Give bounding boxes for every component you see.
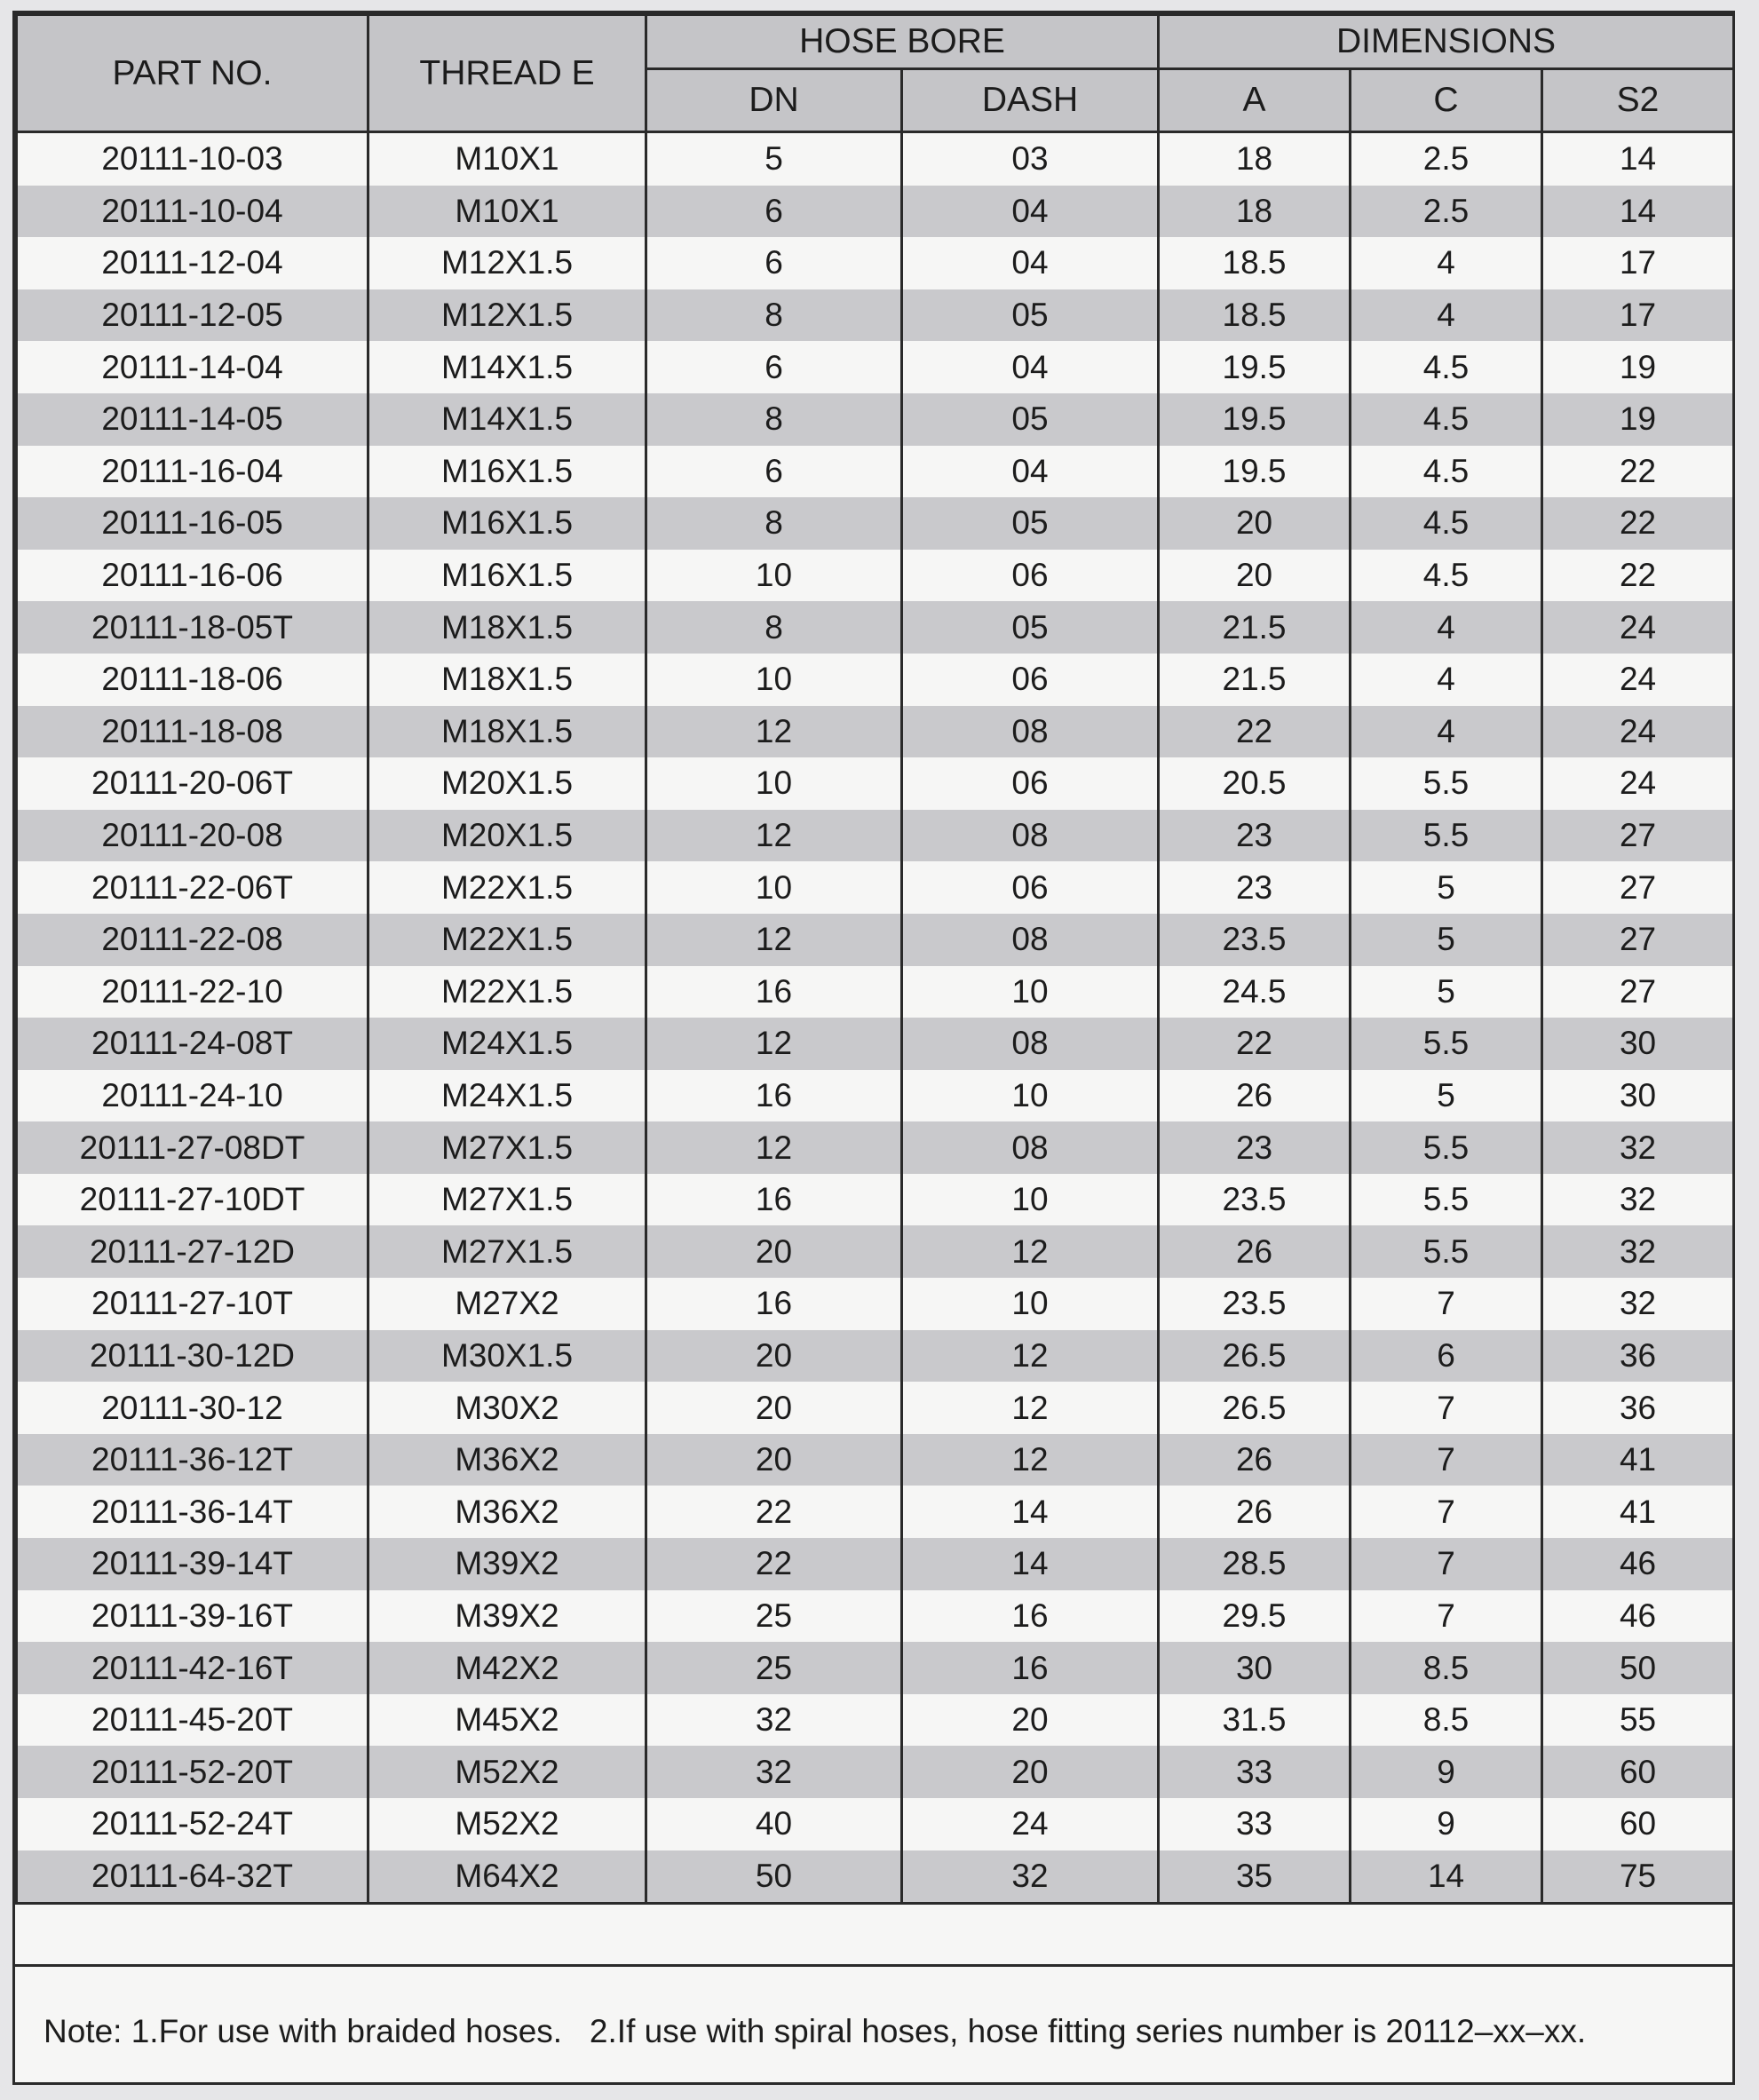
dn-cell: 20 [646,1225,902,1278]
dn-cell: 25 [646,1590,902,1643]
table-row [17,446,1734,498]
thread-cell: M27X1.5 [368,1225,646,1278]
dash-cell: 06 [902,861,1159,914]
dn-cell: 6 [646,341,902,393]
dn-cell: 40 [646,1798,902,1850]
table-row [17,1538,1734,1590]
table-row [17,861,1734,914]
c-cell: 8.5 [1351,1694,1542,1747]
a-cell: 30 [1159,1642,1351,1694]
s2-cell: 46 [1542,1538,1734,1590]
dn-cell: 8 [646,601,902,654]
thread-cell: M39X2 [368,1538,646,1590]
part-no-cell: 20111-52-24T [17,1798,368,1850]
a-cell: 20 [1159,497,1351,550]
dash-cell: 05 [902,289,1159,342]
a-cell: 22 [1159,706,1351,758]
c-cell: 7 [1351,1434,1542,1486]
c-cell: 5.5 [1351,810,1542,862]
header-c: C [1351,69,1542,132]
dn-cell: 32 [646,1694,902,1747]
a-cell: 33 [1159,1746,1351,1798]
dn-cell: 16 [646,1070,902,1122]
c-cell: 6 [1351,1330,1542,1383]
part-no-cell: 20111-20-08 [17,810,368,862]
thread-cell: M14X1.5 [368,341,646,393]
c-cell: 5 [1351,914,1542,966]
s2-cell: 14 [1542,186,1734,238]
s2-cell: 46 [1542,1590,1734,1643]
thread-cell: M20X1.5 [368,810,646,862]
dn-cell: 22 [646,1538,902,1590]
part-no-cell: 20111-22-06T [17,861,368,914]
c-cell: 4.5 [1351,550,1542,602]
dash-cell: 24 [902,1798,1159,1850]
c-cell: 5 [1351,1070,1542,1122]
part-no-cell: 20111-24-08T [17,1018,368,1070]
dash-cell: 03 [902,132,1159,186]
table-row [17,914,1734,966]
header-hose-bore: HOSE BORE [646,15,1159,69]
dash-cell: 12 [902,1434,1159,1486]
a-cell: 24.5 [1159,966,1351,1018]
thread-cell: M16X1.5 [368,550,646,602]
part-no-cell: 20111-22-10 [17,966,368,1018]
thread-cell: M27X2 [368,1278,646,1330]
part-no-cell: 20111-10-03 [17,132,368,186]
dn-cell: 50 [646,1850,902,1904]
part-no-cell: 20111-20-06T [17,757,368,810]
part-no-cell: 20111-30-12 [17,1382,368,1434]
thread-cell: M27X1.5 [368,1121,646,1174]
a-cell: 28.5 [1159,1538,1351,1590]
table-row [17,1694,1734,1747]
dash-cell: 08 [902,1121,1159,1174]
table-row [17,1798,1734,1850]
dn-cell: 12 [646,1121,902,1174]
s2-cell: 27 [1542,914,1734,966]
dn-cell: 6 [646,186,902,238]
header-dimensions: DIMENSIONS [1159,15,1734,69]
c-cell: 5.5 [1351,1121,1542,1174]
thread-cell: M16X1.5 [368,497,646,550]
c-cell: 7 [1351,1538,1542,1590]
dn-cell: 8 [646,497,902,550]
table-body [17,132,1734,1904]
c-cell: 7 [1351,1278,1542,1330]
s2-cell: 17 [1542,237,1734,289]
s2-cell: 24 [1542,654,1734,706]
a-cell: 20 [1159,550,1351,602]
s2-cell: 27 [1542,966,1734,1018]
dash-cell: 06 [902,550,1159,602]
dn-cell: 20 [646,1382,902,1434]
a-cell: 29.5 [1159,1590,1351,1643]
dash-cell: 16 [902,1642,1159,1694]
a-cell: 23 [1159,810,1351,862]
dash-cell: 04 [902,341,1159,393]
dash-cell: 12 [902,1225,1159,1278]
thread-cell: M24X1.5 [368,1070,646,1122]
dn-cell: 25 [646,1642,902,1694]
dash-cell: 14 [902,1486,1159,1538]
thread-cell: M36X2 [368,1434,646,1486]
fitting-spec-table [15,13,1735,1905]
a-cell: 26 [1159,1434,1351,1486]
s2-cell: 17 [1542,289,1734,342]
dash-cell: 05 [902,601,1159,654]
table-row [17,1225,1734,1278]
s2-cell: 22 [1542,550,1734,602]
part-no-cell: 20111-16-05 [17,497,368,550]
dn-cell: 32 [646,1746,902,1798]
dn-cell: 20 [646,1434,902,1486]
dash-cell: 08 [902,706,1159,758]
footnote: Note: 1.For use with braided hoses. 2.If use with spiral hoses, hose fitting series number is 20112–xx–xx. [44,2013,1587,2049]
c-cell: 2.5 [1351,186,1542,238]
c-cell: 14 [1351,1850,1542,1904]
a-cell: 18 [1159,132,1351,186]
c-cell: 4.5 [1351,341,1542,393]
c-cell: 5 [1351,861,1542,914]
table-row [17,289,1734,342]
a-cell: 19.5 [1159,446,1351,498]
c-cell: 4 [1351,289,1542,342]
thread-cell: M20X1.5 [368,757,646,810]
c-cell: 7 [1351,1382,1542,1434]
a-cell: 20.5 [1159,757,1351,810]
spec-sheet [12,11,1735,2085]
header-thread: THREAD E [368,15,646,132]
dash-cell: 04 [902,186,1159,238]
table-row [17,966,1734,1018]
c-cell: 4 [1351,601,1542,654]
a-cell: 26 [1159,1225,1351,1278]
thread-cell: M24X1.5 [368,1018,646,1070]
part-no-cell: 20111-36-14T [17,1486,368,1538]
s2-cell: 75 [1542,1850,1734,1904]
c-cell: 4.5 [1351,497,1542,550]
part-no-cell: 20111-27-10T [17,1278,368,1330]
thread-cell: M12X1.5 [368,289,646,342]
dn-cell: 16 [646,1278,902,1330]
c-cell: 4.5 [1351,446,1542,498]
dash-cell: 06 [902,757,1159,810]
dn-cell: 12 [646,1018,902,1070]
thread-cell: M64X2 [368,1850,646,1904]
table-row [17,1278,1734,1330]
a-cell: 21.5 [1159,601,1351,654]
dn-cell: 10 [646,757,902,810]
dn-cell: 8 [646,289,902,342]
part-no-cell: 20111-24-10 [17,1070,368,1122]
table-row [17,1746,1734,1798]
part-no-cell: 20111-27-10DT [17,1174,368,1226]
part-no-cell: 20111-27-08DT [17,1121,368,1174]
a-cell: 31.5 [1159,1694,1351,1747]
dn-cell: 6 [646,237,902,289]
table-row [17,654,1734,706]
thread-cell: M22X1.5 [368,861,646,914]
header-dash: DASH [902,69,1159,132]
table-row [17,757,1734,810]
thread-cell: M36X2 [368,1486,646,1538]
table-row [17,1486,1734,1538]
thread-cell: M30X2 [368,1382,646,1434]
s2-cell: 41 [1542,1434,1734,1486]
part-no-cell: 20111-64-32T [17,1850,368,1904]
part-no-cell: 20111-14-05 [17,393,368,446]
a-cell: 18.5 [1159,237,1351,289]
c-cell: 5 [1351,966,1542,1018]
table-row [17,1590,1734,1643]
c-cell: 4.5 [1351,393,1542,446]
thread-cell: M52X2 [368,1798,646,1850]
s2-cell: 32 [1542,1278,1734,1330]
c-cell: 9 [1351,1746,1542,1798]
c-cell: 5.5 [1351,1225,1542,1278]
table-row [17,601,1734,654]
dash-cell: 04 [902,446,1159,498]
part-no-cell: 20111-52-20T [17,1746,368,1798]
c-cell: 4 [1351,237,1542,289]
s2-cell: 14 [1542,132,1734,186]
dn-cell: 16 [646,966,902,1018]
dn-cell: 8 [646,393,902,446]
thread-cell: M52X2 [368,1746,646,1798]
thread-cell: M30X1.5 [368,1330,646,1383]
dash-cell: 05 [902,393,1159,446]
part-no-cell: 20111-39-14T [17,1538,368,1590]
s2-cell: 60 [1542,1746,1734,1798]
table-row [17,1121,1734,1174]
table-row [17,1174,1734,1226]
part-no-cell: 20111-16-06 [17,550,368,602]
dash-cell: 12 [902,1330,1159,1383]
dn-cell: 12 [646,706,902,758]
s2-cell: 19 [1542,393,1734,446]
dash-cell: 16 [902,1590,1159,1643]
dn-cell: 6 [646,446,902,498]
dash-cell: 10 [902,1070,1159,1122]
thread-cell: M39X2 [368,1590,646,1643]
s2-cell: 22 [1542,497,1734,550]
s2-cell: 27 [1542,861,1734,914]
thread-cell: M22X1.5 [368,914,646,966]
table-row [17,186,1734,238]
table-row [17,810,1734,862]
a-cell: 19.5 [1159,341,1351,393]
header-s2: S2 [1542,69,1734,132]
c-cell: 4 [1351,654,1542,706]
thread-cell: M22X1.5 [368,966,646,1018]
header-dn: DN [646,69,902,132]
part-no-cell: 20111-18-05T [17,601,368,654]
dn-cell: 10 [646,654,902,706]
table-row [17,341,1734,393]
s2-cell: 32 [1542,1121,1734,1174]
dash-cell: 20 [902,1746,1159,1798]
dash-cell: 12 [902,1382,1159,1434]
part-no-cell: 20111-18-06 [17,654,368,706]
header-a: A [1159,69,1351,132]
s2-cell: 30 [1542,1070,1734,1122]
table-row [17,706,1734,758]
c-cell: 5.5 [1351,1174,1542,1226]
c-cell: 9 [1351,1798,1542,1850]
dn-cell: 22 [646,1486,902,1538]
a-cell: 23.5 [1159,1174,1351,1226]
thread-cell: M10X1 [368,186,646,238]
part-no-cell: 20111-12-04 [17,237,368,289]
a-cell: 23.5 [1159,1278,1351,1330]
part-no-cell: 20111-45-20T [17,1694,368,1747]
dash-cell: 20 [902,1694,1159,1747]
table-row [17,1434,1734,1486]
table-row [17,132,1734,186]
part-no-cell: 20111-39-16T [17,1590,368,1643]
a-cell: 21.5 [1159,654,1351,706]
dn-cell: 10 [646,861,902,914]
s2-cell: 36 [1542,1330,1734,1383]
a-cell: 18.5 [1159,289,1351,342]
part-no-cell: 20111-27-12D [17,1225,368,1278]
thread-cell: M14X1.5 [368,393,646,446]
s2-cell: 22 [1542,446,1734,498]
thread-cell: M45X2 [368,1694,646,1747]
thread-cell: M42X2 [368,1642,646,1694]
s2-cell: 19 [1542,341,1734,393]
table-row [17,393,1734,446]
table-row [17,1330,1734,1383]
s2-cell: 60 [1542,1798,1734,1850]
s2-cell: 24 [1542,757,1734,810]
dash-cell: 32 [902,1850,1159,1904]
dash-cell: 10 [902,966,1159,1018]
c-cell: 5.5 [1351,1018,1542,1070]
table-row [17,1850,1734,1904]
thread-cell: M18X1.5 [368,601,646,654]
a-cell: 33 [1159,1798,1351,1850]
dash-cell: 08 [902,810,1159,862]
part-no-cell: 20111-42-16T [17,1642,368,1694]
s2-cell: 24 [1542,601,1734,654]
a-cell: 19.5 [1159,393,1351,446]
table-row [17,497,1734,550]
thread-cell: M16X1.5 [368,446,646,498]
thread-cell: M10X1 [368,132,646,186]
dn-cell: 16 [646,1174,902,1226]
table-row [17,1070,1734,1122]
part-no-cell: 20111-36-12T [17,1434,368,1486]
dash-cell: 06 [902,654,1159,706]
s2-cell: 50 [1542,1642,1734,1694]
dash-cell: 10 [902,1174,1159,1226]
part-no-cell: 20111-18-08 [17,706,368,758]
a-cell: 22 [1159,1018,1351,1070]
table-row [17,1018,1734,1070]
note-section [15,1964,1732,2082]
c-cell: 8.5 [1351,1642,1542,1694]
part-no-cell: 20111-12-05 [17,289,368,342]
a-cell: 23 [1159,1121,1351,1174]
s2-cell: 30 [1542,1018,1734,1070]
a-cell: 26 [1159,1486,1351,1538]
part-no-cell: 20111-10-04 [17,186,368,238]
dash-cell: 10 [902,1278,1159,1330]
part-no-cell: 20111-14-04 [17,341,368,393]
c-cell: 7 [1351,1590,1542,1643]
part-no-cell: 20111-16-04 [17,446,368,498]
dash-cell: 04 [902,237,1159,289]
dash-cell: 08 [902,914,1159,966]
c-cell: 7 [1351,1486,1542,1538]
s2-cell: 32 [1542,1225,1734,1278]
dn-cell: 10 [646,550,902,602]
s2-cell: 55 [1542,1694,1734,1747]
table-row [17,237,1734,289]
c-cell: 5.5 [1351,757,1542,810]
table-row [17,1642,1734,1694]
c-cell: 2.5 [1351,132,1542,186]
thread-cell: M27X1.5 [368,1174,646,1226]
a-cell: 23 [1159,861,1351,914]
s2-cell: 36 [1542,1382,1734,1434]
a-cell: 23.5 [1159,914,1351,966]
table-row [17,550,1734,602]
a-cell: 35 [1159,1850,1351,1904]
thread-cell: M18X1.5 [368,706,646,758]
thread-cell: M18X1.5 [368,654,646,706]
dn-cell: 20 [646,1330,902,1383]
s2-cell: 41 [1542,1486,1734,1538]
a-cell: 26.5 [1159,1330,1351,1383]
s2-cell: 32 [1542,1174,1734,1226]
c-cell: 4 [1351,706,1542,758]
a-cell: 18 [1159,186,1351,238]
a-cell: 26.5 [1159,1382,1351,1434]
s2-cell: 27 [1542,810,1734,862]
dash-cell: 08 [902,1018,1159,1070]
s2-cell: 24 [1542,706,1734,758]
part-no-cell: 20111-22-08 [17,914,368,966]
part-no-cell: 20111-30-12D [17,1330,368,1383]
dash-cell: 14 [902,1538,1159,1590]
thread-cell: M12X1.5 [368,237,646,289]
table-row [17,1382,1734,1434]
dn-cell: 12 [646,914,902,966]
dn-cell: 5 [646,132,902,186]
dn-cell: 12 [646,810,902,862]
a-cell: 26 [1159,1070,1351,1122]
dash-cell: 05 [902,497,1159,550]
header-part-no: PART NO. [17,15,368,132]
